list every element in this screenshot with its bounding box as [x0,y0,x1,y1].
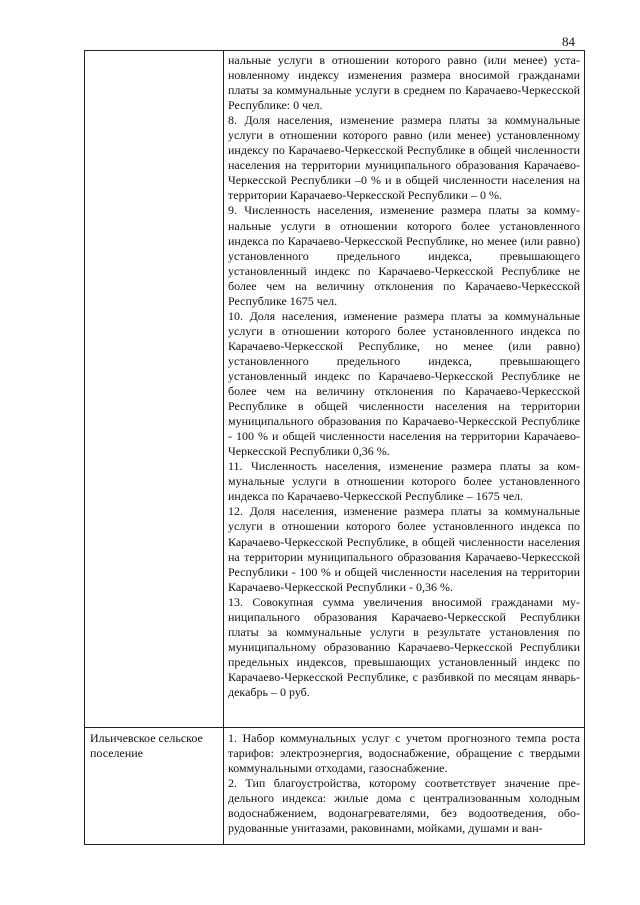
indicator-paragraph: 8. Доля населения, изменение размера платы за коммунальные услуги в отношении которого равно (или менее) установленному индексу по Карачаево-Черкесской Республике в общей численности населения на территории муниципального образования Карачаево-Черкесской Республики –0 % и в общей численности населения на территории Карачаево-Черкесской Республики – 0 %. [228,113,580,203]
table-row [85,51,585,728]
table-row [85,728,585,845]
indicator-paragraph: 11. Численность населения, изменение размера платы за коммунальные услуги в отношении которого более установленного индекса по Карачаево-Черкесской Республике – 1675 чел. [228,459,580,504]
municipality-name [85,51,223,54]
indicators-cell [224,728,585,845]
municipality-name: Ильичевское сельское поселение [90,731,203,761]
municipality-cell [85,51,224,728]
indicator-paragraph: нальные услуги в отношении которого равно (или менее) установленному индексу изменения размера вносимой гражданами платы за коммунальные услуги в среднем по Карачаево-Черкесской Республике: 0 чел. [228,53,580,113]
indicators-cell [224,51,585,728]
indicator-paragraph: 9. Численность населения, изменение размера платы за коммунальные услуги в отношении которого более установленного индекса по Карачаево-Черкесской Республике, но менее (или равно) установленного предельного индекса, превышающего установленный индекс по Карачаево-Черкесской Республике не более чем на величину отклонения по Карачаево-Черкесской Республике 1675 чел. [228,203,580,308]
indicator-paragraph: 13. Совокупная сумма увеличения вносимой гражданами муниципального образования Карачаево-Черкесской Республики платы за коммунальные услуги в результате установления по муниципальному образованию Карачаево-Черкесской Республики предельных индексов, превышающих установленный индекс по Карачаево-Черкесской Республике, с разбивкой по месяцам январь-декабрь – 0 руб. [228,594,580,699]
municipality-cell [85,728,224,845]
indicator-paragraph: 1. Набор коммунальных услуг с учетом прогнозного темпа роста тарифов: электроэнергия, водоснабжение, обращение с твердыми коммунальными отходами, газоснабжение. [228,731,580,776]
indicator-paragraph: 10. Доля населения, изменение размера платы за коммунальные услуги в отношении которого более установленного индекса по Карачаево-Черкесской Республике, но менее (или равно) установленного предельного индекса, превышающего установленный индекс по Карачаево-Черкесской Республике не более чем на величину отклонения по Карачаево-Черкесской Республике в общей численности населения на территории муниципального образования по Карачаево-Черкесской Республике - 100 % и общей численности населения на территории Карачаево-Черкесской Республики 0,36 %. [228,308,580,459]
indicator-paragraph: 2. Тип благоустройства, которому соответствует значение предельного индекса: жилые дома с централизованным холодным водоснабжением, водонагревателями, без водоотведения, оборудованные унитазами, раковинами, мойками, душами и ван- [228,776,580,836]
indicator-paragraph: 12. Доля населения, изменение размера платы за коммунальные услуги в отношении которого более установленного индекса по Карачаево-Черкесской Республике, в общей численности населения на территории муниципального образования Карачаево-Черкесской Республики - 100 % и общей численности населения на территории Карачаево-Черкесской Республики - 0,36 %. [228,504,580,594]
document-table [84,50,585,845]
page-number: 84 [562,34,575,49]
